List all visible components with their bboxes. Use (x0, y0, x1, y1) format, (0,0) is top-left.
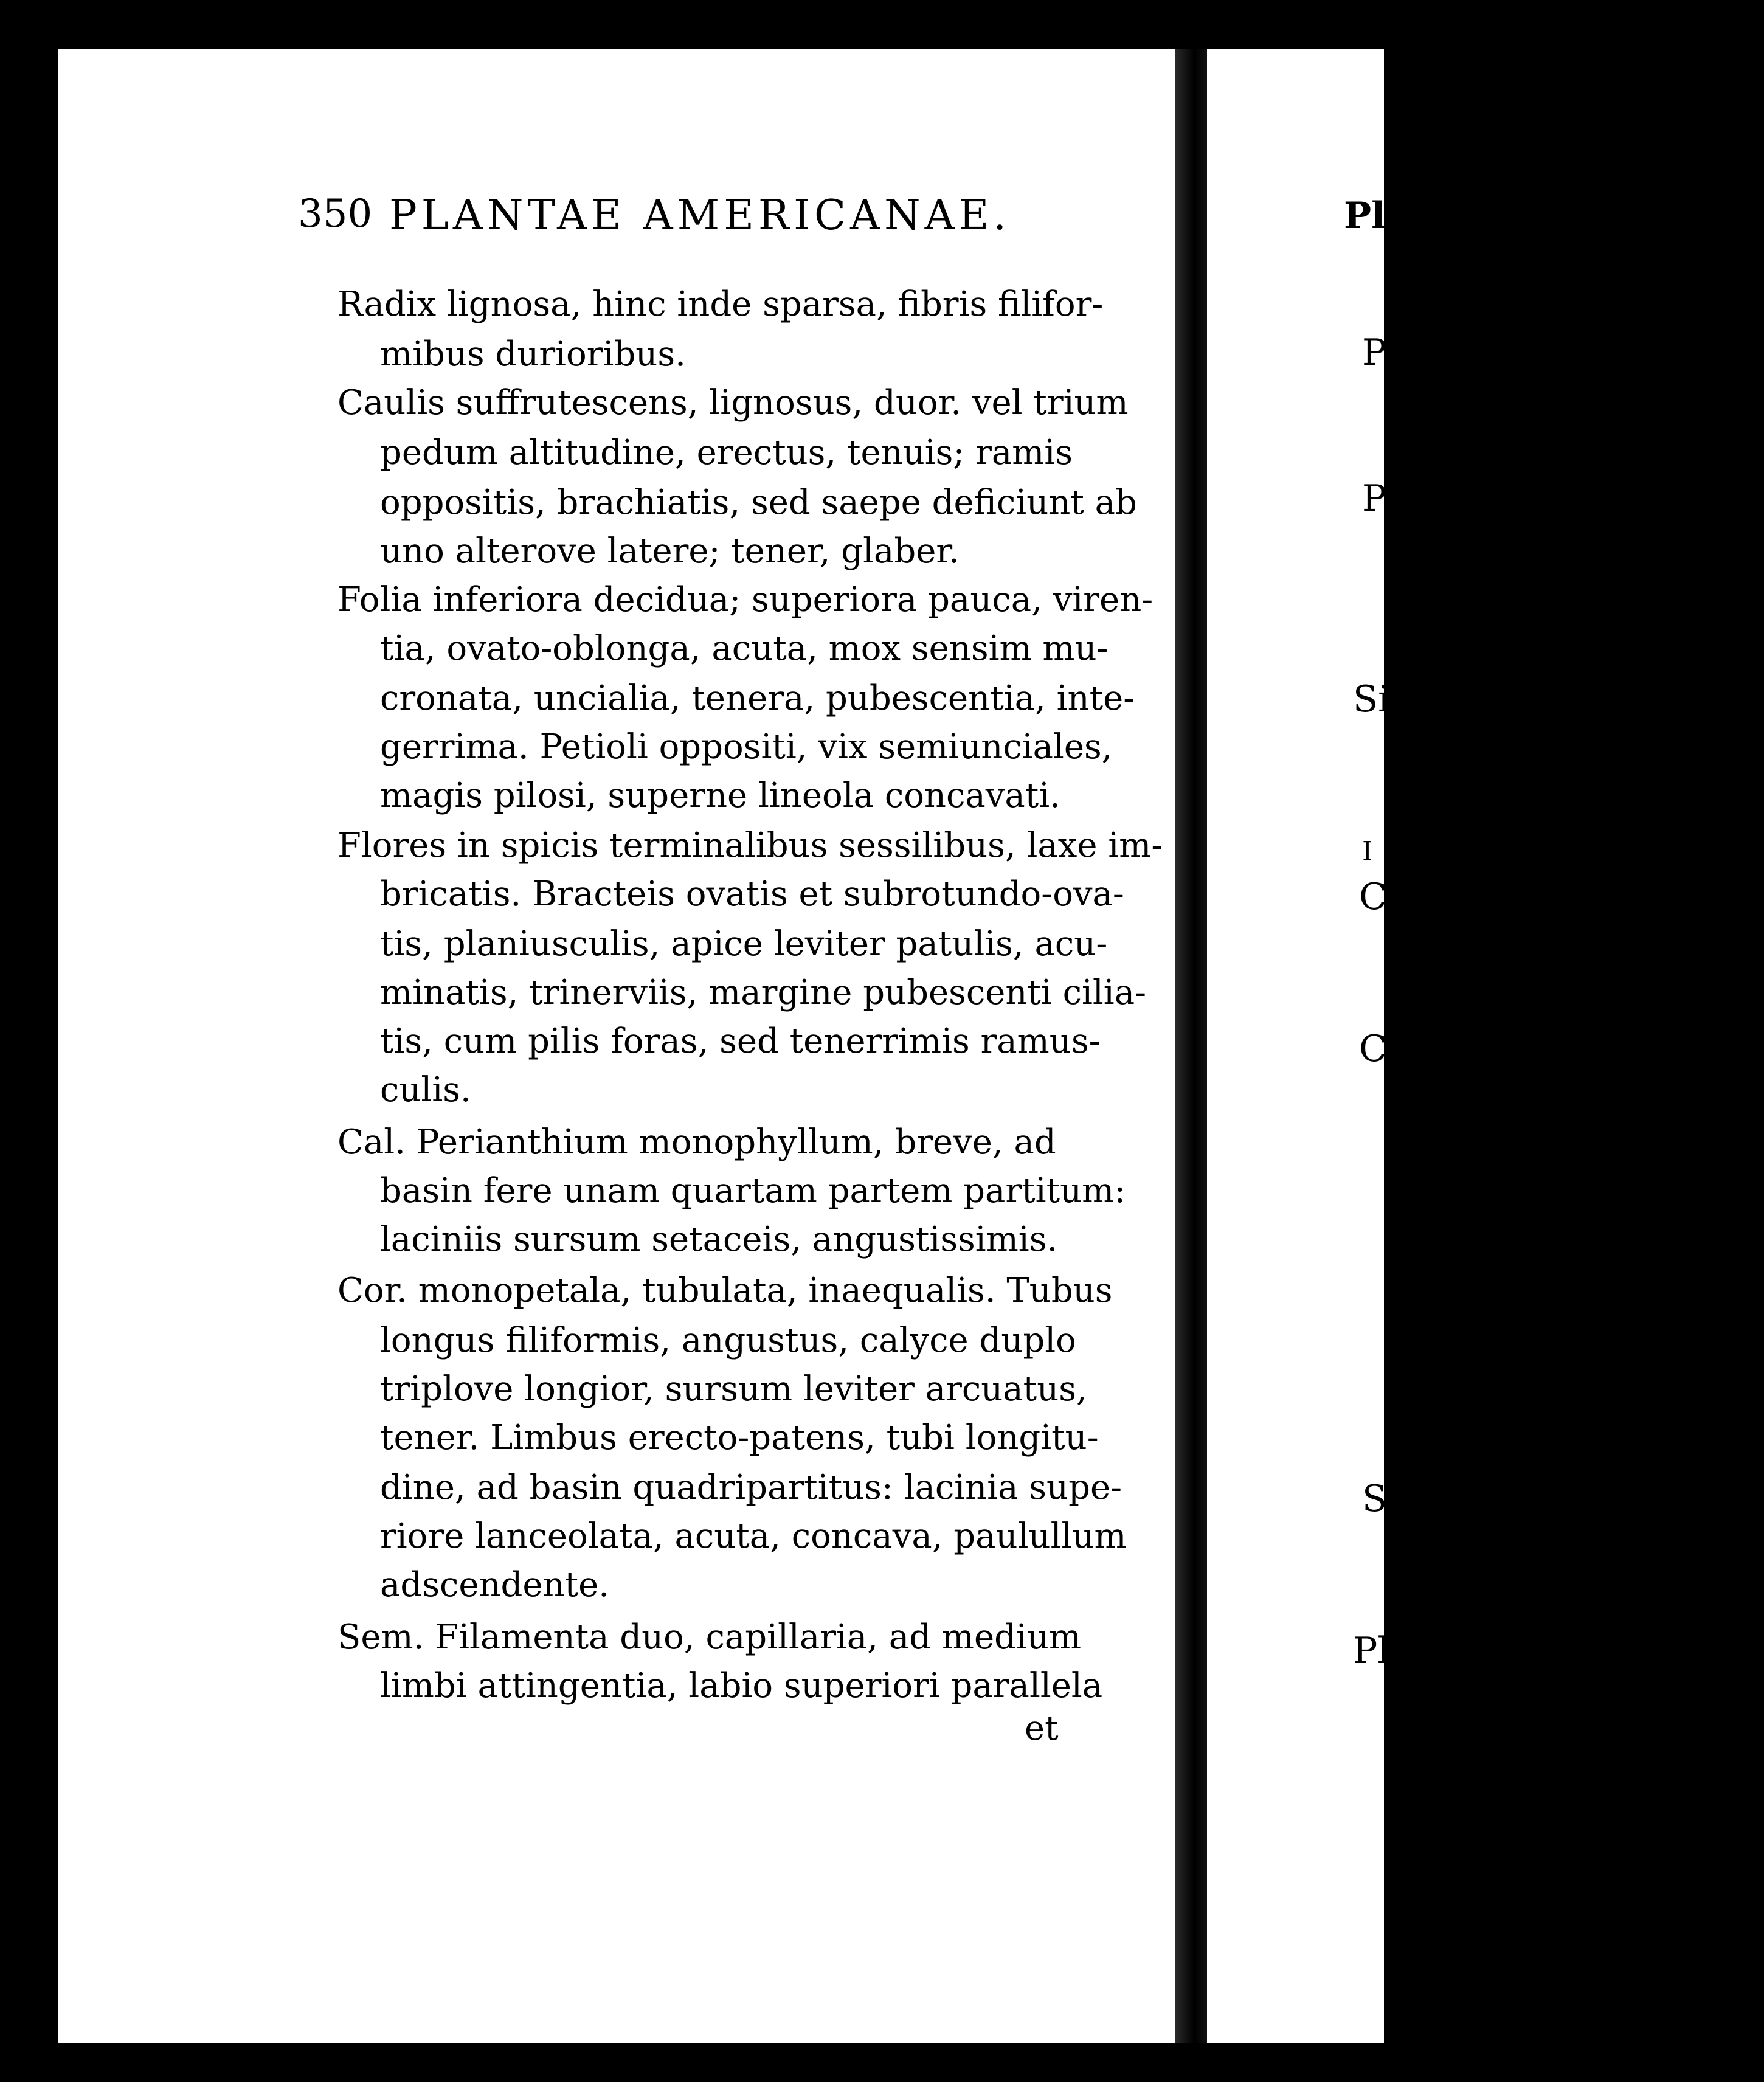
right-page-fragment: Pl (1353, 1630, 1389, 1672)
text-line: pedum altitudine, erectus, tenuis; ramis (380, 433, 1073, 472)
text-line: mibus durioribus. (380, 334, 686, 374)
text-line: culis. (380, 1070, 471, 1110)
catchword: et (1025, 1709, 1059, 1748)
text-line: uno alterove latere; tener, glaber. (380, 531, 960, 571)
text-line: Cor. monopetala, tubulata, inaequalis. Tubus (337, 1271, 1113, 1310)
text-line: dine, ad basin quadripartitus: lacinia supe- (380, 1468, 1122, 1507)
text-line: Cal. Perianthium monophyllum, breve, ad (337, 1122, 1056, 1162)
text-line: tis, planiusculis, apice leviter patulis, acu- (380, 924, 1108, 964)
page-header (240, 192, 1116, 252)
text-line: Radix lignosa, hinc inde sparsa, fibris filifor- (337, 285, 1104, 324)
text-line: Folia inferiora decidua; superiora pauca, viren- (337, 580, 1154, 620)
text-line: tia, ovato-oblonga, acuta, mox sensim mu- (380, 629, 1109, 668)
right-page-fragment: I (1362, 836, 1373, 867)
text-line: tener. Limbus erecto-patens, tubi longitu- (380, 1418, 1099, 1458)
page-number: 350 (298, 192, 373, 237)
right-page-fragment: P (1362, 477, 1387, 520)
right-page-fragment: Pl (1344, 195, 1385, 237)
text-line: limbi attingentia, labio superiori parallela (380, 1666, 1103, 1706)
right-page-fragment: S (1362, 1478, 1388, 1520)
right-page-fragment: P (1362, 331, 1387, 374)
text-line: adscendente. (380, 1565, 610, 1605)
text-line: cronata, uncialia, tenera, pubescentia, inte- (380, 679, 1135, 718)
text-line: oppositis, brachiatis, sed saepe deficiunt ab (380, 483, 1137, 522)
text-line: basin fere unam quartam partem partitum: (380, 1171, 1126, 1211)
running-title: PLANTAE AMERICANAE. (389, 192, 1011, 240)
right-page-fragment: C (1359, 876, 1387, 918)
text-line: laciniis sursum setaceis, angustissimis. (380, 1220, 1058, 1259)
text-line: Sem. Filamenta duo, capillaria, ad medium (337, 1617, 1082, 1657)
right-page-fragment: C (1359, 1028, 1387, 1070)
text-line: longus filiformis, angustus, calyce duplo (380, 1321, 1076, 1360)
text-line: magis pilosi, superne lineola concavati. (380, 776, 1060, 815)
text-line: tis, cum pilis foras, sed tenerrimis ramus- (380, 1022, 1101, 1061)
text-line: triplove longior, sursum leviter arcuatus, (380, 1369, 1087, 1409)
right-page-fragment: Si (1353, 678, 1390, 721)
text-line: riore lanceolata, acuta, concava, paulullum (380, 1517, 1127, 1556)
text-line: Flores in spicis terminalibus sessilibus, laxe im- (337, 826, 1163, 865)
text-line: minatis, trinerviis, margine pubescenti ciliа- (380, 973, 1147, 1012)
text-line: bricatis. Bracteis ovatis et subrotundo-ova- (380, 874, 1124, 914)
text-line: Caulis suffrutescens, lignosus, duor. vel trium (337, 383, 1129, 423)
text-line: gerrima. Petioli oppositi, vix semiunciales, (380, 727, 1113, 767)
